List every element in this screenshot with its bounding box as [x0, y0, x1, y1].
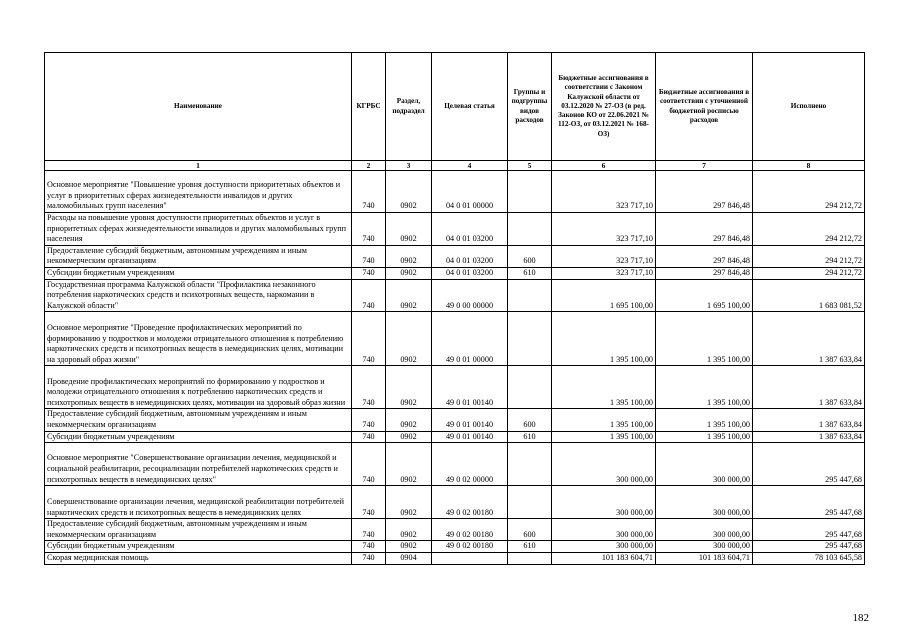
row-kgrbs: 740: [352, 409, 386, 431]
row-target-article: [432, 552, 508, 564]
row-expense-group: [508, 443, 552, 486]
row-target-article: 04 0 01 03200: [432, 245, 508, 267]
row-section: 0902: [386, 486, 432, 519]
row-section: 0902: [386, 443, 432, 486]
row-kgrbs: 740: [352, 366, 386, 409]
page-number: 182: [852, 612, 869, 624]
table-row: [45, 519, 865, 541]
row-kgrbs: 740: [352, 552, 386, 564]
row-executed: 295 447,68: [753, 519, 865, 541]
row-executed: 294 212,72: [753, 245, 865, 267]
col-number: 2: [352, 161, 386, 171]
table-row: [45, 366, 865, 409]
row-law-allocation: 1 395 100,00: [552, 409, 656, 431]
row-section: 0902: [386, 541, 432, 553]
table-row: [45, 431, 865, 443]
row-target-article: 49 0 01 00140: [432, 366, 508, 409]
row-expense-group: [508, 552, 552, 564]
row-name: Совершенствование организации лечения, медицинской реабилитации потребителей наркотических средств и психотропных веществ в немедицинских целях: [45, 486, 352, 519]
row-executed: 78 103 645,58: [753, 552, 865, 564]
row-plan-allocation: 1 395 100,00: [656, 366, 753, 409]
row-law-allocation: 1 395 100,00: [552, 312, 656, 366]
table-row: [45, 312, 865, 366]
row-section: 0902: [386, 213, 432, 246]
col-header-name: Наименование: [45, 53, 352, 161]
row-target-article: 49 0 01 00140: [432, 409, 508, 431]
row-plan-allocation: 1 395 100,00: [656, 312, 753, 366]
row-target-article: 49 0 00 00000: [432, 279, 508, 312]
row-name: Предоставление субсидий бюджетным, автономным учреждениям и иным некоммерческим организациям: [45, 245, 352, 267]
col-number: 6: [552, 161, 656, 171]
row-law-allocation: 300 000,00: [552, 541, 656, 553]
row-target-article: 49 0 02 00180: [432, 519, 508, 541]
col-number: 7: [656, 161, 753, 171]
row-kgrbs: 740: [352, 245, 386, 267]
table-row: [45, 213, 865, 246]
row-name: Государственная программа Калужской области "Профилактика незаконного потребления наркотических средств и психотропных веществ, наркомании в Калужской области": [45, 279, 352, 312]
row-expense-group: 610: [508, 267, 552, 279]
row-kgrbs: 740: [352, 171, 386, 213]
row-plan-allocation: 300 000,00: [656, 541, 753, 553]
row-expense-group: [508, 312, 552, 366]
row-plan-allocation: 300 000,00: [656, 486, 753, 519]
row-kgrbs: 740: [352, 541, 386, 553]
row-name: Проведение профилактических мероприятий по формированию у подростков и молодежи отрицательного отношения к потреблению наркотических средств и психотропных веществ в немедицинских целях, мотивации на здоровый образ жизни: [45, 366, 352, 409]
row-name: Основное мероприятие "Совершенствование организации лечения, медицинской и социальной реабилитации, ресоциализации потребителей наркотических средств и психотропных веществ в немедицинских целях": [45, 443, 352, 486]
header-row: [45, 53, 865, 161]
table-row: [45, 267, 865, 279]
row-target-article: 49 0 02 00000: [432, 443, 508, 486]
row-plan-allocation: 297 846,48: [656, 213, 753, 246]
row-plan-allocation: 297 846,48: [656, 267, 753, 279]
row-name: Субсидии бюджетным учреждениям: [45, 267, 352, 279]
row-kgrbs: 740: [352, 267, 386, 279]
row-target-article: 04 0 01 00000: [432, 171, 508, 213]
row-section: 0902: [386, 279, 432, 312]
col-number: 8: [753, 161, 865, 171]
col-header-plan-allocation: Бюджетные ассигнования в соответствии с уточненной бюджетной росписью расходов: [656, 53, 753, 161]
budget-table: [44, 52, 865, 565]
col-header-target-article: Целевая статья: [432, 53, 508, 161]
row-expense-group: 600: [508, 409, 552, 431]
row-kgrbs: 740: [352, 213, 386, 246]
row-law-allocation: 101 183 604,71: [552, 552, 656, 564]
col-header-executed: Исполнено: [753, 53, 865, 161]
col-number: 3: [386, 161, 432, 171]
col-header-expense-group: Группы и подгруппы видов расходов: [508, 53, 552, 161]
col-number: 5: [508, 161, 552, 171]
row-plan-allocation: 101 183 604,71: [656, 552, 753, 564]
row-name: Расходы на повышение уровня доступности приоритетных объектов и услуг в приоритетных сферах жизнедеятельности инвалидов и других маломобильных групп населения: [45, 213, 352, 246]
table-row: [45, 409, 865, 431]
row-kgrbs: 740: [352, 431, 386, 443]
row-name: Основное мероприятие "Повышение уровня доступности приоритетных объектов и услуг в приоритетных сферах жизнедеятельности инвалидов и других маломобильных групп населения": [45, 171, 352, 213]
table-row: [45, 279, 865, 312]
row-expense-group: [508, 171, 552, 213]
table-row: [45, 171, 865, 213]
row-target-article: 49 0 02 00180: [432, 541, 508, 553]
col-header-kgrbs: КГРБС: [352, 53, 386, 161]
row-law-allocation: 323 717,10: [552, 171, 656, 213]
row-executed: 294 212,72: [753, 171, 865, 213]
row-plan-allocation: 1 395 100,00: [656, 431, 753, 443]
row-expense-group: 610: [508, 431, 552, 443]
row-kgrbs: 740: [352, 443, 386, 486]
row-executed: 1 387 633,84: [753, 409, 865, 431]
row-kgrbs: 740: [352, 519, 386, 541]
row-law-allocation: 1 395 100,00: [552, 366, 656, 409]
row-law-allocation: 323 717,10: [552, 245, 656, 267]
row-law-allocation: 300 000,00: [552, 486, 656, 519]
col-header-section: Раздел, подраздел: [386, 53, 432, 161]
row-expense-group: 600: [508, 519, 552, 541]
row-target-article: 04 0 01 03200: [432, 213, 508, 246]
row-name: Субсидии бюджетным учреждениям: [45, 431, 352, 443]
row-section: 0902: [386, 431, 432, 443]
row-executed: 1 387 633,84: [753, 366, 865, 409]
row-section: 0902: [386, 267, 432, 279]
row-name: Субсидии бюджетным учреждениям: [45, 541, 352, 553]
row-law-allocation: 1 395 100,00: [552, 431, 656, 443]
row-law-allocation: 323 717,10: [552, 213, 656, 246]
row-executed: 295 447,68: [753, 443, 865, 486]
row-executed: 294 212,72: [753, 267, 865, 279]
col-number: 1: [45, 161, 352, 171]
row-section: 0902: [386, 245, 432, 267]
row-kgrbs: 740: [352, 486, 386, 519]
table-row: [45, 552, 865, 564]
row-plan-allocation: 300 000,00: [656, 443, 753, 486]
row-expense-group: 610: [508, 541, 552, 553]
row-executed: 295 447,68: [753, 541, 865, 553]
row-executed: 1 387 633,84: [753, 312, 865, 366]
row-section: 0902: [386, 366, 432, 409]
table-row: [45, 443, 865, 486]
row-name: Основное мероприятие "Проведение профилактических мероприятий по формированию у подростков и молодежи отрицательного отношения к потреблению наркотических средств и психотропных веществ в немедицинских целях, мотивации на здоровый образ жизни": [45, 312, 352, 366]
row-section: 0902: [386, 171, 432, 213]
table-row: [45, 245, 865, 267]
row-expense-group: 600: [508, 245, 552, 267]
table-row: [45, 541, 865, 553]
row-plan-allocation: 300 000,00: [656, 519, 753, 541]
row-executed: 1 683 081,52: [753, 279, 865, 312]
row-plan-allocation: 297 846,48: [656, 171, 753, 213]
row-plan-allocation: 297 846,48: [656, 245, 753, 267]
row-executed: 295 447,68: [753, 486, 865, 519]
row-law-allocation: 1 695 100,00: [552, 279, 656, 312]
column-number-row: [45, 161, 865, 171]
row-law-allocation: 300 000,00: [552, 443, 656, 486]
row-section: 0902: [386, 409, 432, 431]
row-plan-allocation: 1 395 100,00: [656, 409, 753, 431]
row-section: 0902: [386, 519, 432, 541]
row-expense-group: [508, 213, 552, 246]
row-law-allocation: 323 717,10: [552, 267, 656, 279]
row-expense-group: [508, 486, 552, 519]
row-name: Скорая медицинская помощь: [45, 552, 352, 564]
table-row: [45, 486, 865, 519]
row-executed: 1 387 633,84: [753, 431, 865, 443]
row-name: Предоставление субсидий бюджетным, автономным учреждениям и иным некоммерческим организациям: [45, 409, 352, 431]
row-law-allocation: 300 000,00: [552, 519, 656, 541]
row-kgrbs: 740: [352, 279, 386, 312]
col-number: 4: [432, 161, 508, 171]
table-body: [45, 171, 865, 565]
row-executed: 294 212,72: [753, 213, 865, 246]
row-section: 0904: [386, 552, 432, 564]
row-target-article: 04 0 01 03200: [432, 267, 508, 279]
row-name: Предоставление субсидий бюджетным, автономным учреждениям и иным некоммерческим организациям: [45, 519, 352, 541]
row-section: 0902: [386, 312, 432, 366]
row-expense-group: [508, 366, 552, 409]
row-kgrbs: 740: [352, 312, 386, 366]
row-target-article: 49 0 02 00180: [432, 486, 508, 519]
row-expense-group: [508, 279, 552, 312]
col-header-law-allocation: Бюджетные ассигнования в соответствии с Законом Калужской области от 03.12.2020 № 27-ОЗ (в ред. Законов КО от 22.06.2021 № 112-ОЗ, от 03.12.2021 № 168-ОЗ): [552, 53, 656, 161]
row-plan-allocation: 1 695 100,00: [656, 279, 753, 312]
row-target-article: 49 0 01 00140: [432, 431, 508, 443]
row-target-article: 49 0 01 00000: [432, 312, 508, 366]
